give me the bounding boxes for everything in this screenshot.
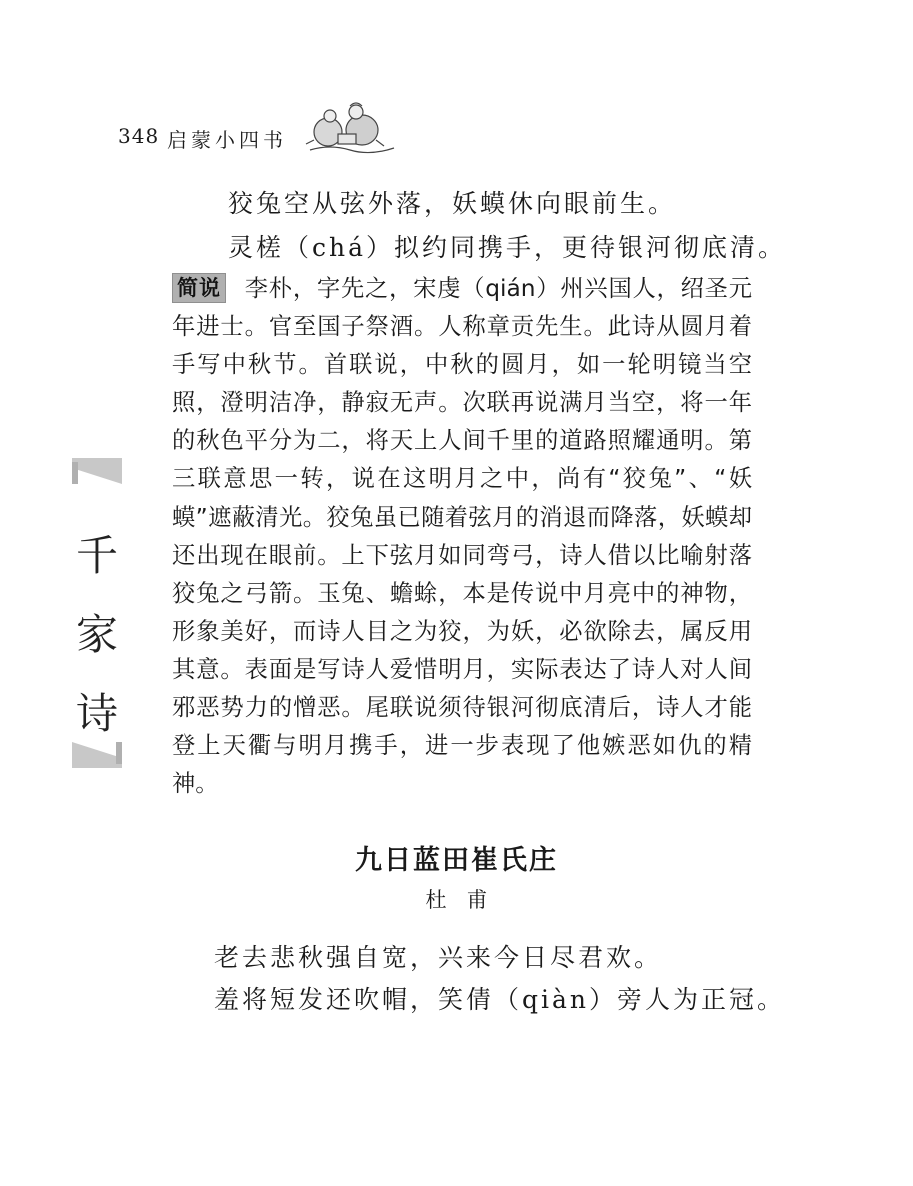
poem-title: 九日蓝田崔氏庄	[355, 845, 558, 876]
poem-author: 杜甫	[425, 888, 508, 912]
book-title: 启蒙小四书	[167, 128, 287, 152]
poem-line-1: 狡兔空从弦外落，妖蟆休向眼前生。	[228, 189, 677, 218]
commentary-text: 李朴，字先之，宋虔（qián）州兴国人，绍圣元年进士。官至国子祭酒。人称章贡先生。此诗从圆月着手写中秋节。首联说，中秋的圆月，如一轮明镜当空照，澄明洁净，静寂无声。次联再说满月当空，将一年的秋色平分为二，将天上人间千里的道路照耀通明。第三联意思一转，说在这明月之中，尚有“狡兔”、“妖蟆”遮蔽清光。狡兔虽已随着弦月的消退而降落，妖蟆却还出现在眼前。上下弦月如同弯弓，诗人借以比喻射落狡兔之弓箭。玉兔、蟾蜍，本是传说中月亮中的神物，形象美好，而诗人目之为狡，为妖，必欲除去，属反用其意。表面是写诗人爱惜明月，实际表达了诗人对人间邪恶势力的憎恶。尾联说须待银河彻底清后，诗人才能登上天衢与明月携手，进一步表现了他嫉恶如仇的精神。	[172, 275, 752, 798]
poem2-line-2: 羞将短发还吹帽，笑倩（qiàn）旁人为正冠。	[214, 985, 786, 1014]
side-char: 家	[75, 610, 118, 659]
side-char: 诗	[75, 689, 118, 738]
side-char: 千	[75, 531, 118, 580]
side-label-chars	[72, 516, 122, 753]
poem2-line-1: 老去悲秋强自宽，兴来今日尽君欢。	[214, 943, 663, 972]
commentary-tag: 简说	[172, 273, 226, 303]
scholars-illustration	[300, 100, 396, 156]
bracket-top-icon	[72, 458, 122, 484]
commentary-paragraph	[172, 270, 752, 803]
page-number: 348	[118, 124, 160, 148]
poem-line-2: 灵槎（chá）拟约同携手，更待银河彻底清。	[228, 233, 787, 262]
bracket-bottom-icon	[72, 742, 122, 768]
side-label	[72, 458, 122, 770]
